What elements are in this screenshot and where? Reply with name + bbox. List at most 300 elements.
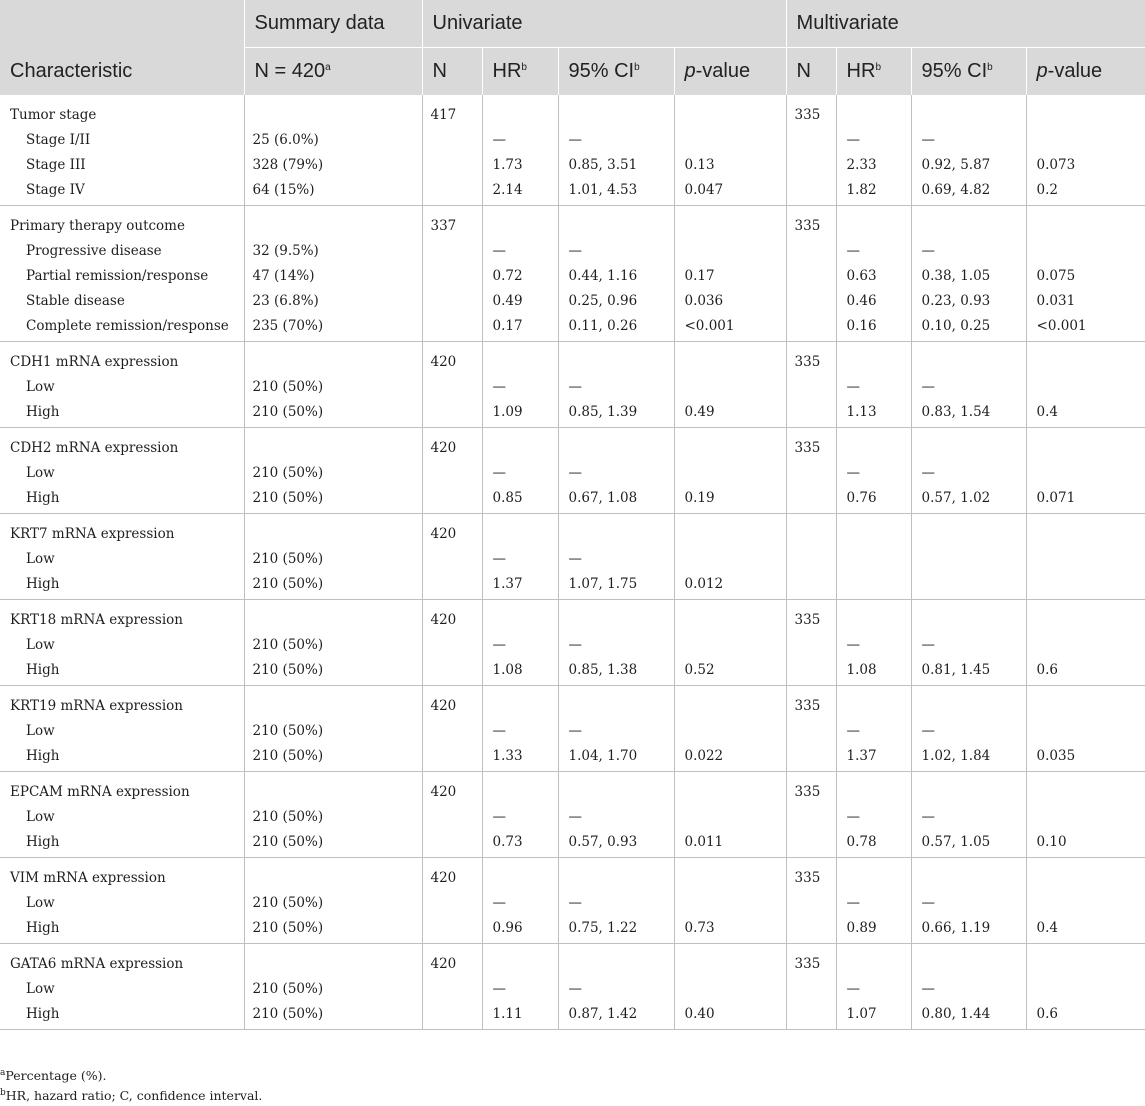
uni-hr-cell: — <box>482 461 558 486</box>
uni-n-cell <box>422 830 482 858</box>
summary-cell <box>244 514 422 548</box>
summary-cell <box>244 428 422 462</box>
group-label: VIM mRNA expression <box>10 870 166 886</box>
uni-hr-cell: 0.73 <box>482 830 558 858</box>
row-label: Low <box>26 981 55 997</box>
uni-ci-cell: — <box>558 239 674 264</box>
multi-ci-cell: 0.81, 1.45 <box>911 658 1026 686</box>
uni-p-cell <box>674 944 786 978</box>
uni-p-cell <box>674 206 786 240</box>
multi-hr-cell: 1.37 <box>836 744 911 772</box>
table-row <box>0 830 1145 858</box>
uni-n-cell <box>422 400 482 428</box>
row-label: Low <box>26 895 55 911</box>
uni-hr-cell <box>482 686 558 720</box>
uni-ci-cell: 0.67, 1.08 <box>558 486 674 514</box>
multi-hr-cell: 1.07 <box>836 1002 911 1030</box>
uni-ci-cell: — <box>558 719 674 744</box>
summary-cell: 210 (50%) <box>244 977 422 1002</box>
uni-n-cell <box>422 178 482 206</box>
uni-n-cell: 420 <box>422 686 482 720</box>
group-header-row <box>0 858 1145 892</box>
multi-hr-cell: 2.33 <box>836 153 911 178</box>
summary-cell: 210 (50%) <box>244 805 422 830</box>
summary-cell: 210 (50%) <box>244 486 422 514</box>
multi-p-cell: 0.2 <box>1026 178 1145 206</box>
multi-ci-cell: — <box>911 977 1026 1002</box>
summary-cell: 210 (50%) <box>244 658 422 686</box>
uni-ci-cell <box>558 858 674 892</box>
multi-p-cell <box>1026 428 1145 462</box>
uni-p-cell: 0.52 <box>674 658 786 686</box>
header-blank <box>0 0 244 48</box>
group-label: Tumor stage <box>10 107 97 123</box>
multi-p-cell <box>1026 239 1145 264</box>
multi-hr-cell: — <box>836 977 911 1002</box>
row-label: Partial remission/response <box>26 268 209 284</box>
multi-ci-cell: 0.38, 1.05 <box>911 264 1026 289</box>
uni-hr-cell <box>482 95 558 128</box>
multi-ci-cell: — <box>911 375 1026 400</box>
row-label: High <box>0 744 244 772</box>
uni-ci-cell <box>558 944 674 978</box>
multi-p-cell: 0.075 <box>1026 264 1145 289</box>
group-header-row <box>0 772 1145 806</box>
uni-ci-cell <box>558 342 674 376</box>
row-label: High <box>0 572 244 600</box>
multi-ci-cell <box>911 600 1026 634</box>
summary-cell <box>244 858 422 892</box>
multi-p-cell <box>1026 805 1145 830</box>
summary-cell: 210 (50%) <box>244 400 422 428</box>
uni-n-cell <box>422 314 482 342</box>
multi-n-cell <box>786 289 836 314</box>
row-label: Low <box>26 809 55 825</box>
summary-cell: 47 (14%) <box>244 264 422 289</box>
multi-n-cell: 335 <box>786 206 836 240</box>
group-header-row <box>0 686 1145 720</box>
summary-cell <box>244 772 422 806</box>
table-row <box>0 719 1145 744</box>
table-row <box>0 375 1145 400</box>
multi-hr-cell: 0.46 <box>836 289 911 314</box>
multi-p-cell: 0.073 <box>1026 153 1145 178</box>
multi-ci-cell <box>911 772 1026 806</box>
row-label: Stage III <box>26 157 86 173</box>
multi-hr-cell: — <box>836 375 911 400</box>
multi-p-cell <box>1026 461 1145 486</box>
summary-cell: 235 (70%) <box>244 314 422 342</box>
uni-n-cell <box>422 547 482 572</box>
multi-p-cell <box>1026 686 1145 720</box>
multi-hr-cell <box>836 572 911 600</box>
multi-hr-cell: — <box>836 805 911 830</box>
multi-hr-cell: — <box>836 461 911 486</box>
row-label: High <box>0 658 244 686</box>
uni-hr-cell: 0.85 <box>482 486 558 514</box>
header-multi-ci: 95% $CI^b$ <box>911 48 1026 96</box>
table-row <box>0 461 1145 486</box>
group-header-row <box>0 514 1145 548</box>
uni-n-cell <box>422 128 482 153</box>
group-header-row <box>0 428 1145 462</box>
row-group <box>0 600 1145 686</box>
summary-cell: 210 (50%) <box>244 572 422 600</box>
multi-n-cell: 335 <box>786 342 836 376</box>
uni-hr-cell: 1.33 <box>482 744 558 772</box>
table-row <box>0 658 1145 686</box>
table-row <box>0 572 1145 600</box>
uni-ci-cell: 1.07, 1.75 <box>558 572 674 600</box>
uni-hr-cell: — <box>482 128 558 153</box>
uni-ci-cell: — <box>558 375 674 400</box>
uni-hr-cell <box>482 858 558 892</box>
multi-ci-cell: 0.69, 4.82 <box>911 178 1026 206</box>
row-label: Low <box>26 379 55 395</box>
uni-p-cell: 0.49 <box>674 400 786 428</box>
uni-p-cell: 0.13 <box>674 153 786 178</box>
multi-ci-cell: 0.10, 0.25 <box>911 314 1026 342</box>
uni-n-cell <box>422 719 482 744</box>
row-label: High <box>0 916 244 944</box>
multi-p-cell: 0.4 <box>1026 400 1145 428</box>
header-uni-hr: $HR^b$ <box>482 48 558 96</box>
uni-n-cell: 420 <box>422 600 482 634</box>
summary-cell: 328 (79%) <box>244 153 422 178</box>
multi-ci-cell: — <box>911 633 1026 658</box>
uni-ci-cell: 0.85, 3.51 <box>558 153 674 178</box>
multi-ci-cell: — <box>911 239 1026 264</box>
uni-hr-cell <box>482 944 558 978</box>
uni-n-cell: 420 <box>422 858 482 892</box>
row-label: Stage IV <box>0 178 244 206</box>
multi-n-cell <box>786 1002 836 1030</box>
row-label: High <box>0 486 244 514</box>
uni-n-cell <box>422 977 482 1002</box>
multi-p-cell <box>1026 514 1145 548</box>
table-row <box>0 977 1145 1002</box>
uni-n-cell: 420 <box>422 514 482 548</box>
multi-ci-cell: 0.80, 1.44 <box>911 1002 1026 1030</box>
uni-hr-cell: 1.09 <box>482 400 558 428</box>
multi-hr-cell: 0.78 <box>836 830 911 858</box>
uni-n-cell <box>422 744 482 772</box>
multi-ci-cell <box>911 572 1026 600</box>
multi-ci-cell <box>911 342 1026 376</box>
uni-hr-cell <box>482 206 558 240</box>
uni-p-cell: 0.022 <box>674 744 786 772</box>
multi-n-cell <box>786 633 836 658</box>
uni-hr-cell <box>482 428 558 462</box>
uni-p-cell <box>674 891 786 916</box>
multi-ci-cell <box>911 686 1026 720</box>
multi-p-cell <box>1026 719 1145 744</box>
group-label: EPCAM mRNA expression <box>10 784 190 800</box>
multi-p-cell: 0.035 <box>1026 744 1145 772</box>
header-univariate: Univariate <box>422 0 786 48</box>
row-group <box>0 342 1145 428</box>
multi-n-cell: 335 <box>786 944 836 978</box>
uni-n-cell <box>422 153 482 178</box>
multi-hr-cell <box>836 772 911 806</box>
uni-hr-cell <box>482 772 558 806</box>
group-label: CDH1 mRNA expression <box>10 354 179 370</box>
multi-n-cell <box>786 547 836 572</box>
multi-ci-cell: 0.83, 1.54 <box>911 400 1026 428</box>
uni-p-cell <box>674 342 786 376</box>
multi-hr-cell <box>836 428 911 462</box>
multi-n-cell <box>786 891 836 916</box>
summary-cell: 210 (50%) <box>244 891 422 916</box>
multi-ci-cell <box>911 428 1026 462</box>
row-label: Low <box>26 637 55 653</box>
uni-n-cell <box>422 572 482 600</box>
multi-p-cell <box>1026 572 1145 600</box>
row-label: High <box>0 830 244 858</box>
multi-n-cell: 335 <box>786 772 836 806</box>
uni-n-cell: 417 <box>422 95 482 128</box>
summary-cell <box>244 95 422 128</box>
uni-hr-cell: 1.37 <box>482 572 558 600</box>
uni-n-cell <box>422 633 482 658</box>
uni-p-cell <box>674 239 786 264</box>
uni-p-cell <box>674 858 786 892</box>
uni-p-cell <box>674 428 786 462</box>
uni-n-cell: 337 <box>422 206 482 240</box>
multi-ci-cell: 0.23, 0.93 <box>911 289 1026 314</box>
uni-hr-cell: — <box>482 375 558 400</box>
uni-hr-cell <box>482 514 558 548</box>
table-row <box>0 916 1145 944</box>
uni-p-cell: 0.036 <box>674 289 786 314</box>
multi-p-cell <box>1026 128 1145 153</box>
header-multi-n: N <box>786 48 836 96</box>
uni-p-cell: 0.012 <box>674 572 786 600</box>
summary-cell: 210 (50%) <box>244 375 422 400</box>
uni-n-cell <box>422 891 482 916</box>
multi-hr-cell: 0.16 <box>836 314 911 342</box>
uni-ci-cell: 1.04, 1.70 <box>558 744 674 772</box>
multi-n-cell <box>786 916 836 944</box>
multi-ci-cell <box>911 944 1026 978</box>
uni-n-cell <box>422 289 482 314</box>
uni-n-cell <box>422 486 482 514</box>
table-row <box>0 153 1145 178</box>
multi-ci-cell: 1.02, 1.84 <box>911 744 1026 772</box>
uni-n-cell <box>422 916 482 944</box>
uni-p-cell <box>674 719 786 744</box>
row-label: High <box>0 400 244 428</box>
summary-cell: 64 (15%) <box>244 178 422 206</box>
multi-ci-cell <box>911 95 1026 128</box>
multi-ci-cell: 0.92, 5.87 <box>911 153 1026 178</box>
uni-ci-cell <box>558 514 674 548</box>
row-label: Low <box>26 465 55 481</box>
multi-p-cell: 0.071 <box>1026 486 1145 514</box>
uni-ci-cell: 0.57, 0.93 <box>558 830 674 858</box>
uni-hr-cell: 1.73 <box>482 153 558 178</box>
uni-hr-cell: 0.96 <box>482 916 558 944</box>
uni-n-cell: 420 <box>422 428 482 462</box>
summary-cell: 210 (50%) <box>244 830 422 858</box>
multi-p-cell <box>1026 944 1145 978</box>
group-label: KRT19 mRNA expression <box>10 698 183 714</box>
summary-cell: 32 (9.5%) <box>244 239 422 264</box>
multi-ci-cell: — <box>911 461 1026 486</box>
uni-n-cell: 420 <box>422 772 482 806</box>
multi-hr-cell: — <box>836 891 911 916</box>
uni-n-cell: 420 <box>422 944 482 978</box>
uni-p-cell <box>674 375 786 400</box>
multi-p-cell: 0.10 <box>1026 830 1145 858</box>
multi-hr-cell <box>836 514 911 548</box>
summary-cell: 210 (50%) <box>244 461 422 486</box>
multi-n-cell <box>786 514 836 548</box>
multi-p-cell <box>1026 633 1145 658</box>
row-label: Stage I/II <box>26 132 91 148</box>
multi-ci-cell <box>911 206 1026 240</box>
row-group <box>0 858 1145 944</box>
table-row <box>0 633 1145 658</box>
multi-p-cell: 0.6 <box>1026 1002 1145 1030</box>
uni-hr-cell: 0.17 <box>482 314 558 342</box>
uni-p-cell <box>674 772 786 806</box>
table-row <box>0 400 1145 428</box>
multi-hr-cell <box>836 858 911 892</box>
multi-n-cell <box>786 153 836 178</box>
uni-ci-cell <box>558 95 674 128</box>
uni-hr-cell: 1.11 <box>482 1002 558 1030</box>
uni-ci-cell: — <box>558 977 674 1002</box>
summary-cell <box>244 686 422 720</box>
uni-p-cell: <0.001 <box>674 314 786 342</box>
row-label: Low <box>26 723 55 739</box>
uni-ci-cell <box>558 772 674 806</box>
uni-ci-cell: 0.11, 0.26 <box>558 314 674 342</box>
multi-n-cell <box>786 314 836 342</box>
multi-n-cell <box>786 572 836 600</box>
multi-p-cell: 0.4 <box>1026 916 1145 944</box>
uni-p-cell: 0.19 <box>674 486 786 514</box>
row-label: Progressive disease <box>26 243 162 259</box>
multi-n-cell <box>786 658 836 686</box>
uni-ci-cell <box>558 206 674 240</box>
uni-ci-cell: 0.75, 1.22 <box>558 916 674 944</box>
uni-hr-cell: 0.49 <box>482 289 558 314</box>
multi-n-cell: 335 <box>786 858 836 892</box>
multi-p-cell: 0.031 <box>1026 289 1145 314</box>
row-label: High <box>0 1002 244 1030</box>
group-header-row <box>0 342 1145 376</box>
group-header-row <box>0 95 1145 128</box>
multi-hr-cell: 1.82 <box>836 178 911 206</box>
multi-hr-cell: 0.76 <box>836 486 911 514</box>
uni-n-cell <box>422 1002 482 1030</box>
summary-cell <box>244 342 422 376</box>
multi-ci-cell <box>911 858 1026 892</box>
multi-hr-cell <box>836 600 911 634</box>
multi-ci-cell: — <box>911 719 1026 744</box>
uni-p-cell: 0.011 <box>674 830 786 858</box>
multi-hr-cell: — <box>836 239 911 264</box>
multi-n-cell <box>786 805 836 830</box>
multi-ci-cell: — <box>911 891 1026 916</box>
multi-ci-cell: 0.66, 1.19 <box>911 916 1026 944</box>
header-multi-p: p-value <box>1026 48 1145 96</box>
table-row <box>0 264 1145 289</box>
table-row <box>0 314 1145 342</box>
summary-cell: 210 (50%) <box>244 547 422 572</box>
multi-p-cell <box>1026 206 1145 240</box>
summary-cell <box>244 944 422 978</box>
uni-n-cell: 420 <box>422 342 482 376</box>
header-uni-p: p-value <box>674 48 786 96</box>
uni-p-cell <box>674 805 786 830</box>
multi-hr-cell <box>836 547 911 572</box>
uni-ci-cell <box>558 428 674 462</box>
multi-hr-cell: 1.08 <box>836 658 911 686</box>
footnotes <box>0 1066 262 1106</box>
uni-p-cell: 0.40 <box>674 1002 786 1030</box>
uni-hr-cell: — <box>482 719 558 744</box>
uni-p-cell: 0.17 <box>674 264 786 289</box>
uni-ci-cell: 1.01, 4.53 <box>558 178 674 206</box>
multi-ci-cell <box>911 514 1026 548</box>
group-label: GATA6 mRNA expression <box>10 956 184 972</box>
uni-n-cell <box>422 375 482 400</box>
multi-hr-cell: — <box>836 128 911 153</box>
summary-cell: 210 (50%) <box>244 744 422 772</box>
multi-n-cell <box>786 128 836 153</box>
row-group <box>0 206 1145 342</box>
group-label: CDH2 mRNA expression <box>10 440 179 456</box>
uni-hr-cell: — <box>482 239 558 264</box>
group-header-row <box>0 600 1145 634</box>
multi-hr-cell: 1.13 <box>836 400 911 428</box>
multi-p-cell: 0.6 <box>1026 658 1145 686</box>
footnote-b: $^b$HR, hazard ratio; C, confidence interval. <box>0 1088 263 1103</box>
multi-hr-cell: 0.89 <box>836 916 911 944</box>
uni-hr-cell: 2.14 <box>482 178 558 206</box>
multi-hr-cell <box>836 95 911 128</box>
summary-cell: 210 (50%) <box>244 719 422 744</box>
summary-cell: 23 (6.8%) <box>244 289 422 314</box>
uni-p-cell <box>674 686 786 720</box>
multi-ci-cell <box>911 547 1026 572</box>
multi-hr-cell: — <box>836 633 911 658</box>
row-group <box>0 514 1145 600</box>
uni-p-cell: 0.047 <box>674 178 786 206</box>
uni-hr-cell: — <box>482 547 558 572</box>
row-label: Low <box>26 551 55 567</box>
header-summary-n: $N = 420^a$ <box>244 48 422 96</box>
table-row <box>0 128 1145 153</box>
summary-cell <box>244 600 422 634</box>
footnote-a: $^a$Percentage (%). <box>0 1068 107 1083</box>
uni-ci-cell: 0.85, 1.39 <box>558 400 674 428</box>
header-multivariate: Multivariate <box>786 0 1145 48</box>
multi-n-cell <box>786 719 836 744</box>
row-label: Stable disease <box>26 293 125 309</box>
multi-p-cell: <0.001 <box>1026 314 1145 342</box>
uni-p-cell <box>674 633 786 658</box>
uni-ci-cell: 0.44, 1.16 <box>558 264 674 289</box>
row-label: Complete remission/response <box>0 314 244 342</box>
uni-hr-cell: — <box>482 891 558 916</box>
group-label: Primary therapy outcome <box>10 218 185 234</box>
table-row <box>0 744 1145 772</box>
uni-ci-cell <box>558 686 674 720</box>
